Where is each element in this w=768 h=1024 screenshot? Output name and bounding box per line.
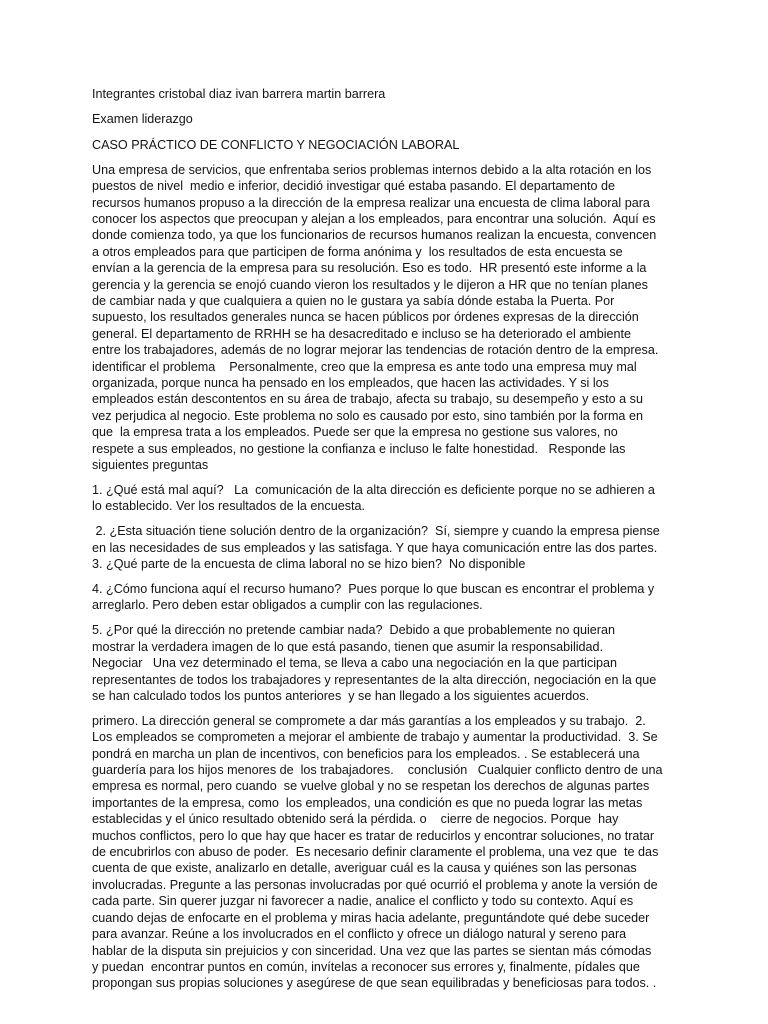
- paragraph-line: siguientes preguntas: [92, 458, 209, 473]
- paragraph-line: entre los trabajadores, además de no lograr mejorar las tendencias de rotación dentro de la empresa.: [92, 343, 659, 358]
- paragraph-3: [92, 523, 676, 572]
- exam-line: [92, 111, 676, 127]
- paragraph-line: 2. ¿Esta situación tiene solución dentro de la organización? Sí, siempre y cuando la empresa piense: [92, 524, 660, 539]
- paragraph-line: 5. ¿Por qué la dirección no pretende cambiar nada? Debido a que probablemente no quieran: [92, 623, 615, 638]
- paragraph-line: envían a la gerencia de la empresa para su resolución. Eso es todo. HR presentó este informe a la: [92, 261, 647, 276]
- paragraph-line: gerencia y la gerencia se enojó cuando vieron los resultados y le dijeron a HR que no tenían planes: [92, 277, 648, 292]
- paragraph-line: 3. ¿Qué parte de la encuesta de clima laboral no se hizo bien? No disponible: [92, 557, 526, 572]
- paragraph-line: 4. ¿Cómo funciona aquí el recurso humano? Pues porque lo que buscan es encontrar el problema y: [92, 581, 655, 596]
- paragraph-line: y puedan encontrar puntos en común, invítelas a reconocer sus errores y, finalmente, pídales que: [92, 959, 640, 974]
- paragraph-line: empresa es normal, pero cuando se vuelve global y no se respetan los derechos de algunas partes: [92, 779, 650, 794]
- paragraph-line: importantes de la empresa, como los empleados, una condición es que no pueda lograr las metas: [92, 795, 643, 810]
- paragraph-line: conocer los aspectos que preocupan y alejan a los empleados, para encontrar una solución. Aquí es: [92, 211, 656, 226]
- paragraph-line: 1. ¿Qué está mal aquí? La comunicación de la alta dirección es deficiente porque no se adhieren a: [92, 482, 655, 497]
- paragraph-line: supuesto, los resultados generales nunca se hacen públicos por órdenes expresas de la dirección: [92, 310, 639, 325]
- paragraph-line: de encubrirlos con abuso de poder. Es necesario definir claramente el problema, una vez que te das: [92, 845, 659, 860]
- paragraph-2: [92, 482, 676, 515]
- paragraph-4: [92, 581, 676, 614]
- paragraph-line: organizada, porque nunca ha pensado en los empleados, que hacen las actividades. Y si los: [92, 376, 609, 390]
- paragraph-line: hablar de la disputa sin prejuicios y con sinceridad. Una vez que las partes se sientan más cómodas: [92, 943, 652, 958]
- paragraph-line: empleados están descontentos en su área de trabajo, afecta su trabajo, su desempeño y esto a su: [92, 392, 643, 407]
- document-title: CASO PRÁCTICO DE CONFLICTO Y NEGOCIACIÓN LABORAL: [92, 137, 460, 152]
- paragraph-line: para avanzar. Reúne a los involucrados en el conflicto y ofrece un diálogo natural y sereno para: [92, 927, 627, 942]
- paragraph-line: identificar el problema Personalmente, creo que la empresa es ante todo una empresa muy mal: [92, 359, 637, 374]
- paragraph-line: involucradas. Pregunte a las personas involucradas por qué ocurrió el problema y anote la versión de: [92, 877, 658, 892]
- paragraph-6: [92, 713, 676, 992]
- paragraph-line: cuenta de que existe, analizarlo en detalle, averiguar cuál es la causa y quiénes son las personas: [92, 861, 637, 876]
- exam-text: Examen liderazgo: [92, 112, 193, 127]
- paragraph-line: en las necesidades de sus empleados y las satisfaga. Y que haya comunicación entre las dos partes.: [92, 540, 658, 555]
- paragraph-line: arreglarlo. Pero deben estar obligados a cumplir con las regulaciones.: [92, 598, 483, 613]
- paragraph-line: Los empleados se comprometen a mejorar el ambiente de trabajo y aumentar la productividad. 3. Se: [92, 730, 658, 745]
- paragraph-1: [92, 162, 676, 474]
- title-line: [92, 137, 676, 153]
- paragraph-5: [92, 622, 676, 704]
- paragraph-line: a otros empleados para que participen de forma anónima y los resultados de esta encuesta se: [92, 244, 623, 259]
- document-body: [92, 162, 676, 992]
- paragraph-line: Una empresa de servicios, que enfrentaba serios problemas internos debido a la alta rotación en los: [92, 162, 652, 177]
- paragraph-line: primero. La dirección general se compromete a dar más garantías a los empleados y su trabajo. 2.: [92, 713, 646, 728]
- paragraph-line: de cambiar nada y que cualquiera a quien no le gustara ya sabía dónde estaba la Puerta. Por: [92, 293, 615, 308]
- paragraph-line: establecidas y el único resultado obtenido será la pérdida. o cierre de negocios. Porque hay: [92, 812, 619, 827]
- paragraph-line: guardería para los hijos menores de los trabajadores. conclusión Cualquier conflicto dentro de una: [92, 763, 663, 778]
- paragraph-line: se han calculado todos los puntos anteriores y se han llegado a los siguientes acuerdos.: [92, 688, 590, 703]
- paragraph-line: recursos humanos propuso a la dirección de la empresa realizar una encuesta de clima laboral para: [92, 195, 650, 210]
- paragraph-line: mostrar la verdadera imagen de lo que está pasando, tienen que asumir la responsabilidad.: [92, 639, 604, 654]
- members-line: [92, 86, 676, 102]
- paragraph-line: pondrá en marcha un plan de incentivos, con beneficios para los empleados. . Se establecerá una: [92, 746, 640, 761]
- paragraph-line: donde comienza todo, ya que los funcionarios de recursos humanos realizan la encuesta, convencen: [92, 228, 657, 243]
- paragraph-line: respete a sus empleados, no gestione la confianza e incluso le falte honestidad. Responde las: [92, 441, 626, 456]
- paragraph-line: vez perjudica al negocio. Este problema no solo es causado por esto, sino también por la forma en: [92, 408, 643, 423]
- paragraph-line: propongan sus propias soluciones y asegúrese de que sean equilibradas y beneficiosas para todos. .: [92, 976, 657, 991]
- paragraph-line: representantes de todos los trabajadores y representantes de la alta dirección, negociación en la que: [92, 672, 657, 687]
- paragraph-line: que la empresa trata a los empleados. Puede ser que la empresa no gestione sus valores, no: [92, 425, 618, 440]
- paragraph-line: cuando dejas de enfocarte en el problema y miras hacia adelante, preguntándote qué debe suceder: [92, 910, 650, 925]
- paragraph-line: muchos conflictos, pero lo que hay que hacer es tratar de reducirlos y encontrar soluciones, no tratar: [92, 828, 655, 843]
- paragraph-line: cada parte. Sin querer juzgar ni favorecer a nadie, analice el conflicto y todo su contexto. Aquí es: [92, 894, 634, 909]
- members-text: Integrantes cristobal diaz ivan barrera martin barrera: [92, 87, 386, 101]
- paragraph-line: lo establecido. Ver los resultados de la encuesta.: [92, 499, 366, 514]
- paragraph-line: puestos de nivel medio e inferior, decidió investigar qué estaba pasando. El departamento de: [92, 179, 615, 194]
- paragraph-line: Negociar Una vez determinado el tema, se lleva a cabo una negociación en la que participan: [92, 656, 618, 671]
- paragraph-line: general. El departamento de RRHH se ha desacreditado e incluso se ha deteriorado el ambiente: [92, 326, 632, 341]
